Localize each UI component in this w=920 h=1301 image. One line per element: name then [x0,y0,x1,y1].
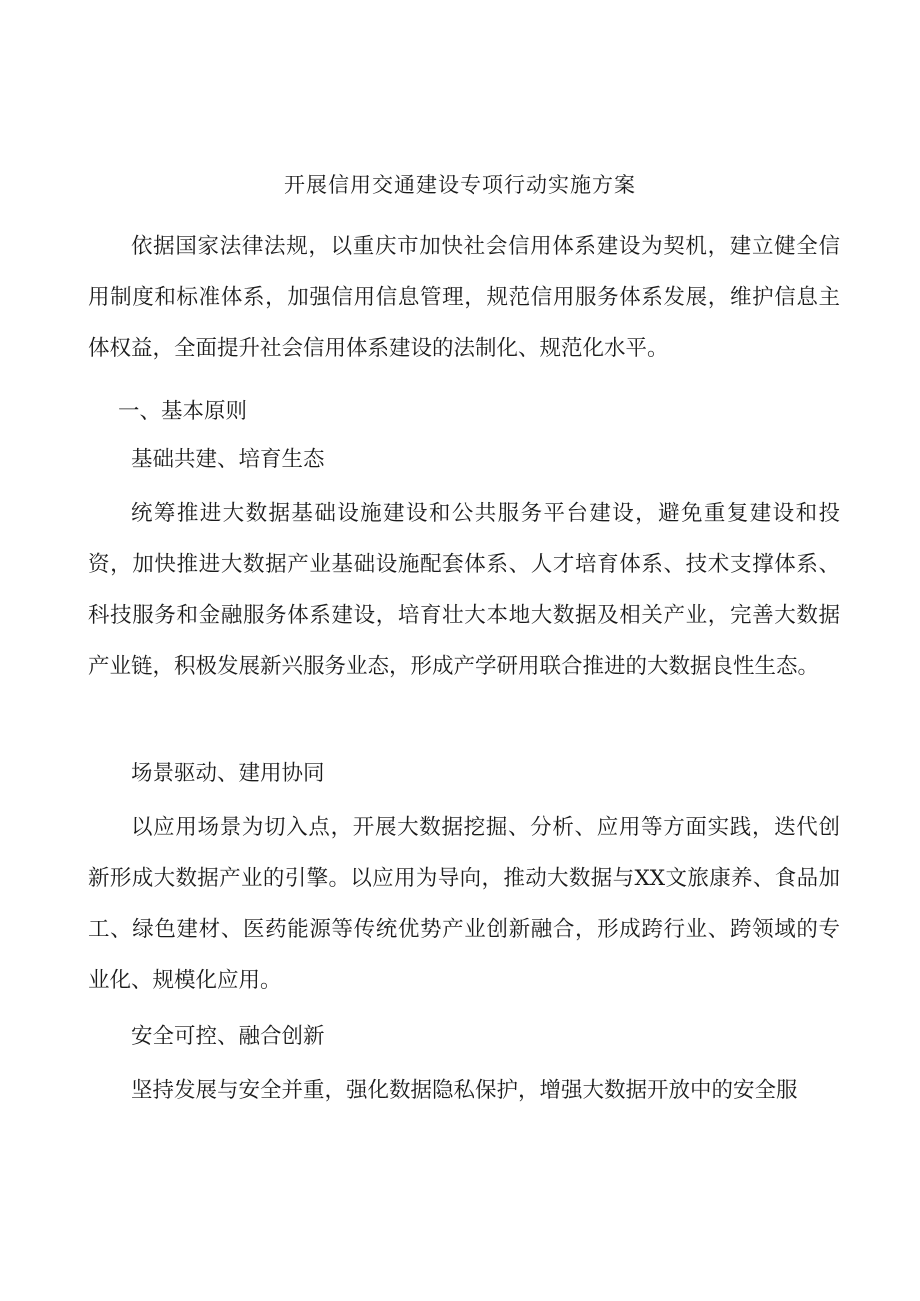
intro-paragraph [88,221,840,374]
principle-paragraph-1 [88,488,840,692]
principle-paragraph-2 [88,802,840,1006]
principle-heading-1: 基础共建、培育生态 [131,447,325,472]
principle-body-3: 坚持发展与安全并重，强化数据隐私保护，增强大数据开放中的安全服 [131,1078,798,1103]
intro-text: 依据国家法律法规，以重庆市加快社会信用体系建设为契机，建立健全信用制度和标准体系，加强信用信息管理，规范信用服务体系发展，维护信息主体权益，全面提升社会信用体系建设的法制化、规范化水平。 [88,234,840,361]
principle-heading-3: 安全可控、融合创新 [131,1024,325,1049]
section-heading-basic-principles: 一、基本原则 [118,399,248,424]
principle-body-2: 以应用场景为切入点，开展大数据挖掘、分析、应用等方面实践，迭代创新形成大数据产业的引擎。以应用为导向，推动大数据与XX文旅康养、食品加工、绿色建材、医药能源等传统优势产业创新融合，形成跨行业、跨领域的专业化、规模化应用。 [88,815,840,993]
principle-heading-2: 场景驱动、建用协同 [131,761,325,786]
principle-paragraph-3 [88,1065,840,1116]
principle-body-1: 统筹推进大数据基础设施建设和公共服务平台建设，避免重复建设和投资，加快推进大数据产业基础设施配套体系、人才培育体系、技术支撑体系、科技服务和金融服务体系建设，培育壮大本地大数据及相关产业，完善大数据产业链，积极发展新兴服务业态，形成产学研用联合推进的大数据良性生态。 [88,501,840,679]
document-title: 开展信用交通建设专项行动实施方案 [284,173,636,197]
